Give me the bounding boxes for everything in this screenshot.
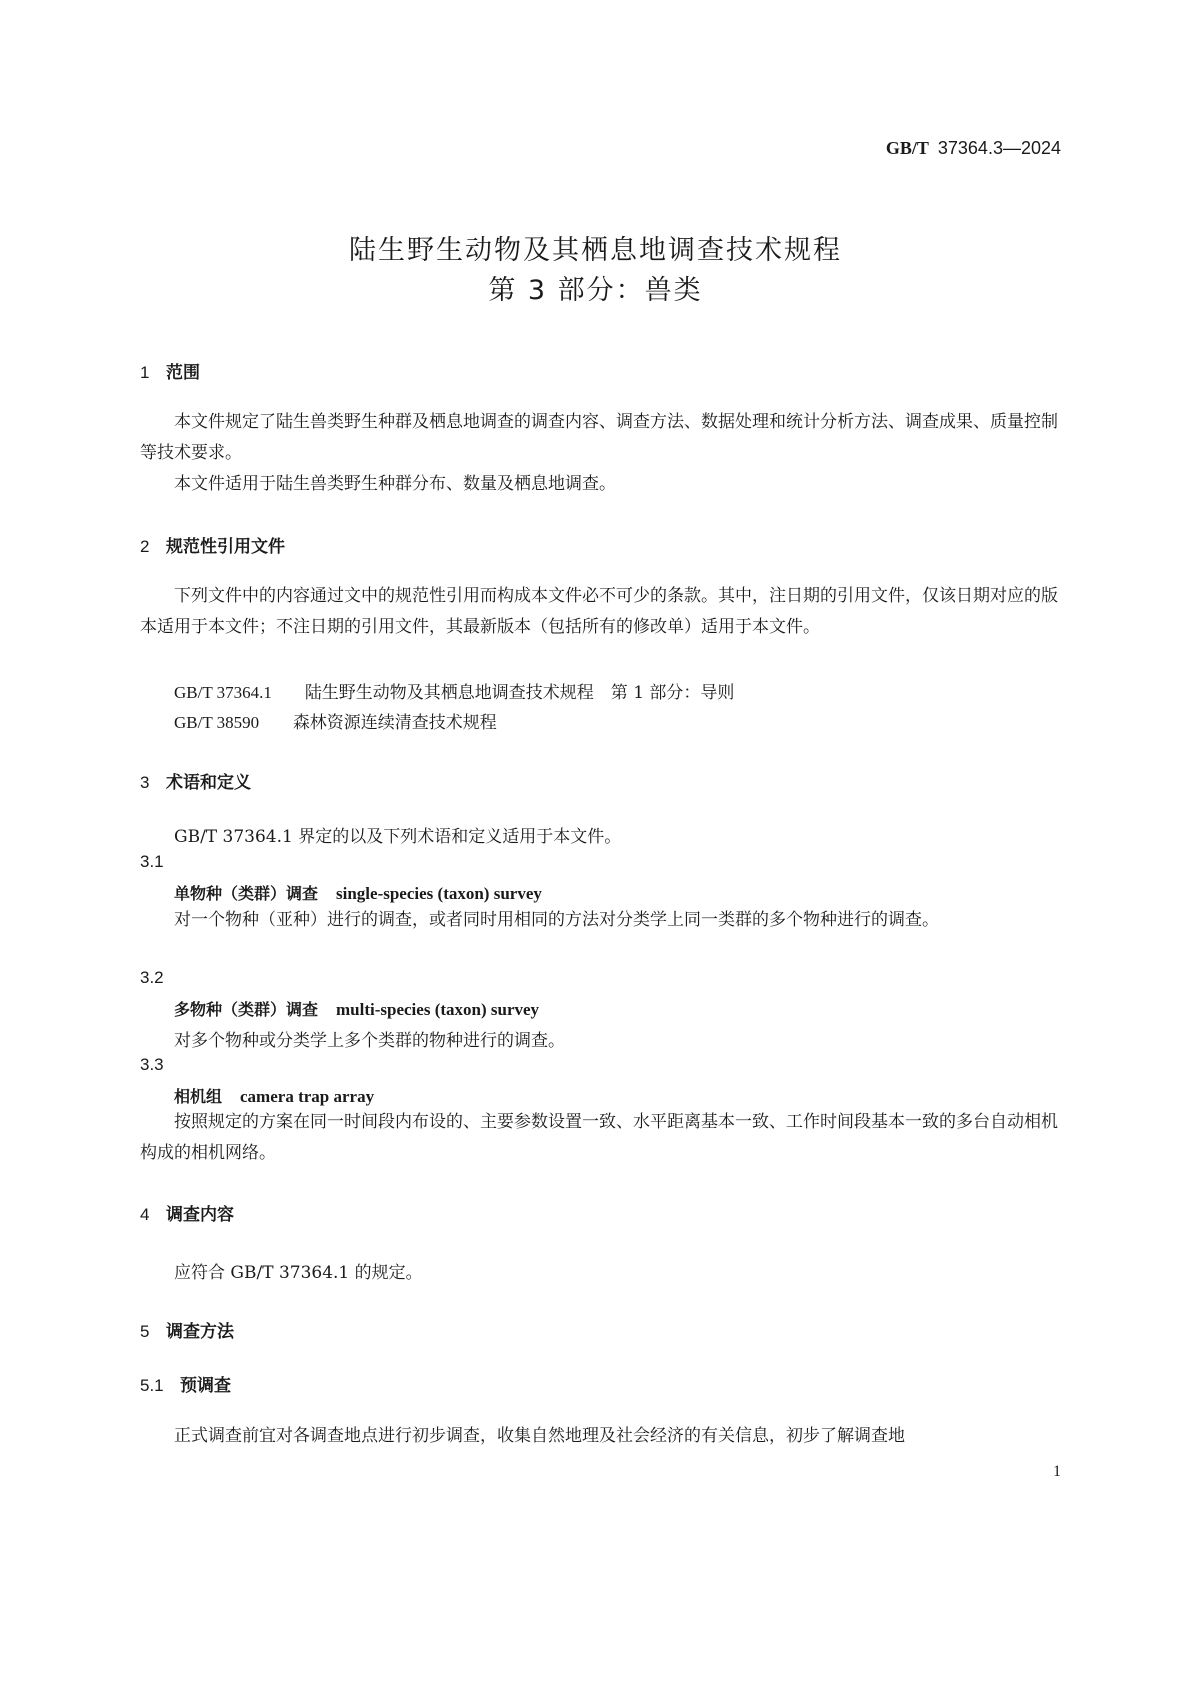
term-en: camera trap array [240, 1087, 375, 1106]
section-title: 调查内容 [166, 1205, 234, 1225]
section-heading-2 [140, 532, 285, 557]
section-number: 2 [140, 537, 150, 556]
paragraph: 正式调查前宜对各调查地点进行初步调查，收集自然地理及社会经济的有关信息，初步了解调查地 [174, 1426, 905, 1446]
term-number: 3.2 [140, 968, 164, 987]
document-title: 陆生野生动物及其栖息地调查技术规程 [349, 235, 842, 266]
paragraph: 下列文件中的内容通过文中的规范性引用而构成本文件必不可少的条款。其中，注日期的引用文件，仅该日期对应的版本适用于本文件；不注日期的引用文件，其最新版本（包括所有的修改单）适用于本文件。 [140, 586, 1058, 637]
reference-item [174, 708, 497, 733]
term-title [174, 1084, 374, 1107]
term-number: 3.3 [140, 1055, 164, 1074]
section-number: 4 [140, 1205, 150, 1224]
section-title: 范围 [166, 363, 200, 383]
term-zh: 多物种（类群）调查 [174, 1000, 319, 1019]
standard-code [886, 138, 1061, 159]
term-title [174, 881, 542, 904]
term-zh: 相机组 [174, 1087, 223, 1106]
section-heading-5 [140, 1317, 234, 1342]
term-zh: 单物种（类群）调查 [174, 884, 319, 903]
term-en: single-species (taxon) survey [336, 884, 542, 903]
subsection-title: 预调查 [180, 1376, 231, 1396]
reference-code: GB/T 37364.1 [174, 683, 272, 702]
page-number: 1 [1053, 1463, 1061, 1480]
section-heading-1 [140, 358, 200, 383]
term-en: multi-species (taxon) survey [336, 1000, 540, 1019]
section-heading-3 [140, 768, 251, 793]
term-title [174, 997, 539, 1020]
section-heading-4 [140, 1200, 234, 1225]
reference-title: 森林资源连续清查技术规程 [292, 713, 497, 733]
term-number: 3.1 [140, 852, 164, 871]
reference-title: 陆生野生动物及其栖息地调查技术规程 第 1 部分：导则 [304, 683, 735, 703]
reference-item [174, 678, 734, 703]
section-title: 规范性引用文件 [166, 537, 285, 557]
section-number: 5 [140, 1322, 150, 1341]
standard-code-number: 37364.3—2024 [937, 138, 1061, 158]
paragraph: 本文件规定了陆生兽类野生种群及栖息地调查的调查内容、调查方法、数据处理和统计分析方法、调查成果、质量控制等技术要求。 [140, 412, 1058, 463]
term-definition: 对一个物种（亚种）进行的调查，或者同时用相同的方法对分类学上同一类群的多个物种进行的调查。 [174, 910, 939, 930]
section-number: 3 [140, 773, 150, 792]
section-title: 术语和定义 [166, 773, 251, 793]
paragraph: 应符合 GB/T 37364.1 的规定。 [174, 1263, 423, 1283]
term-definition: 对多个物种或分类学上多个类群的物种进行的调查。 [174, 1031, 565, 1051]
section-number: 1 [140, 363, 150, 382]
reference-code: GB/T 38590 [174, 713, 260, 732]
paragraph: 本文件适用于陆生兽类野生种群分布、数量及栖息地调查。 [174, 474, 616, 494]
standard-code-prefix: GB/T [885, 138, 929, 158]
paragraph: GB/T 37364.1 界定的以及下列术语和定义适用于本文件。 [174, 827, 622, 847]
subsection-number: 5.1 [140, 1376, 164, 1395]
term-definition: 按照规定的方案在同一时间段内布设的、主要参数设置一致、水平距离基本一致、工作时间段基本一致的多台自动相机构成的相机网络。 [140, 1112, 1058, 1163]
section-title: 调查方法 [166, 1322, 234, 1342]
subsection-heading-5-1 [140, 1371, 231, 1396]
document-subtitle: 第 3 部分：兽类 [488, 275, 703, 306]
